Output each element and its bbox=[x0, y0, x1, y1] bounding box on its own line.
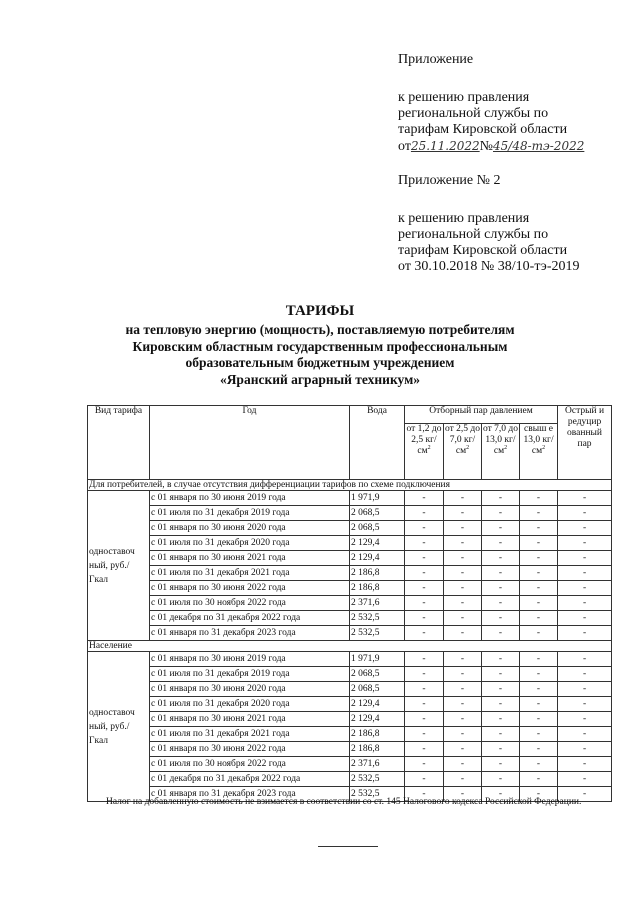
cell-p1: - bbox=[405, 581, 444, 596]
cell-sharp: - bbox=[558, 712, 612, 727]
cell-sharp: - bbox=[558, 742, 612, 757]
cell-p2: - bbox=[444, 551, 482, 566]
cell-water: 2 129,4 bbox=[350, 697, 405, 712]
cell-water: 2 129,4 bbox=[350, 551, 405, 566]
cell-p1: - bbox=[405, 727, 444, 742]
table-row bbox=[88, 742, 612, 757]
cell-period: с 01 января по 30 июня 2020 года bbox=[150, 682, 350, 697]
cell-water: 2 371,6 bbox=[350, 596, 405, 611]
decision-line: от 30.10.2018 № 38/10-тэ-2019 bbox=[398, 259, 580, 274]
table-row bbox=[88, 626, 612, 641]
cell-sharp: - bbox=[558, 521, 612, 536]
cell-p4: - bbox=[520, 772, 558, 787]
cell-p4: - bbox=[520, 566, 558, 581]
cell-p1: - bbox=[405, 536, 444, 551]
unit-sup: 2 bbox=[466, 444, 470, 451]
p3-label: от 7,0 до 13,0 кг/см bbox=[483, 424, 518, 456]
decision-line: тарифам Кировской области bbox=[398, 243, 568, 258]
col-header-steam: Отборный пар давлением bbox=[405, 406, 558, 424]
cell-period: с 01 декабря по 31 декабря 2022 года bbox=[150, 611, 350, 626]
cell-p4: - bbox=[520, 491, 558, 506]
cell-period: с 01 января по 30 июня 2022 года bbox=[150, 581, 350, 596]
cell-p3: - bbox=[482, 742, 520, 757]
cell-p3: - bbox=[482, 757, 520, 772]
table-row bbox=[88, 727, 612, 742]
p1-label: от 1,2 до 2,5 кг/см bbox=[406, 424, 442, 456]
cell-p3: - bbox=[482, 581, 520, 596]
cell-p2: - bbox=[444, 787, 482, 802]
cell-period: с 01 июля по 31 декабря 2021 года bbox=[150, 727, 350, 742]
end-rule bbox=[318, 846, 378, 847]
cell-period: с 01 января по 30 июня 2022 года bbox=[150, 742, 350, 757]
table-row bbox=[88, 712, 612, 727]
cell-p2: - bbox=[444, 757, 482, 772]
subtitle-line: образовательным бюджетным учреждением bbox=[185, 355, 455, 370]
cell-p3: - bbox=[482, 626, 520, 641]
cell-period: с 01 июля по 31 декабря 2019 года bbox=[150, 667, 350, 682]
col-header-p2 bbox=[444, 424, 482, 480]
cell-p1: - bbox=[405, 611, 444, 626]
decision-block-1 bbox=[398, 90, 584, 155]
table-row bbox=[88, 491, 612, 506]
cell-p4: - bbox=[520, 682, 558, 697]
cell-p3: - bbox=[482, 491, 520, 506]
document-subtitle bbox=[0, 322, 640, 388]
cell-p2: - bbox=[444, 667, 482, 682]
cell-sharp: - bbox=[558, 566, 612, 581]
col-header-p3 bbox=[482, 424, 520, 480]
cell-sharp: - bbox=[558, 697, 612, 712]
cell-water: 2 186,8 bbox=[350, 742, 405, 757]
col-header-water: Вода bbox=[350, 406, 405, 480]
cell-p2: - bbox=[444, 611, 482, 626]
cell-p3: - bbox=[482, 787, 520, 802]
cell-p2: - bbox=[444, 697, 482, 712]
cell-period: с 01 января по 30 июня 2020 года bbox=[150, 521, 350, 536]
cell-sharp: - bbox=[558, 757, 612, 772]
cell-water: 2 068,5 bbox=[350, 667, 405, 682]
cell-water: 2 129,4 bbox=[350, 536, 405, 551]
table-row bbox=[88, 697, 612, 712]
table-row bbox=[88, 682, 612, 697]
cell-period: с 01 января по 30 июня 2021 года bbox=[150, 551, 350, 566]
cell-p1: - bbox=[405, 772, 444, 787]
vat-note: Налог на добавленную стоимость не взимается в соответствии со ст. 145 Налогового кодекса Российской Федерации. bbox=[106, 797, 582, 807]
cell-p2: - bbox=[444, 682, 482, 697]
cell-p2: - bbox=[444, 581, 482, 596]
subtitle-line: «Яранский аграрный техникум» bbox=[219, 371, 421, 387]
cell-p1: - bbox=[405, 667, 444, 682]
cell-p2: - bbox=[444, 712, 482, 727]
cell-period: с 01 января по 31 декабря 2023 года bbox=[150, 787, 350, 802]
table-row bbox=[88, 521, 612, 536]
cell-sharp: - bbox=[558, 727, 612, 742]
cell-p1: - bbox=[405, 697, 444, 712]
tariff-type-cell: одноставоч ный, руб./Гкал bbox=[88, 491, 150, 641]
cell-p4: - bbox=[520, 506, 558, 521]
cell-water: 2 532,5 bbox=[350, 611, 405, 626]
cell-p4: - bbox=[520, 742, 558, 757]
decision-line: к решению правления bbox=[398, 211, 530, 226]
cell-p3: - bbox=[482, 521, 520, 536]
table-row bbox=[88, 581, 612, 596]
cell-water: 2 532,5 bbox=[350, 787, 405, 802]
cell-water: 2 532,5 bbox=[350, 626, 405, 641]
table-row bbox=[88, 566, 612, 581]
cell-p3: - bbox=[482, 506, 520, 521]
cell-water: 2 532,5 bbox=[350, 772, 405, 787]
col-header-p1 bbox=[405, 424, 444, 480]
cell-p1: - bbox=[405, 596, 444, 611]
cell-p4: - bbox=[520, 787, 558, 802]
cell-p3: - bbox=[482, 566, 520, 581]
cell-p4: - bbox=[520, 757, 558, 772]
cell-p1: - bbox=[405, 712, 444, 727]
cell-p4: - bbox=[520, 727, 558, 742]
subtitle-line: Кировским областным государственным профессиональным bbox=[132, 338, 508, 354]
cell-period: с 01 декабря по 31 декабря 2022 года bbox=[150, 772, 350, 787]
cell-water: 2 371,6 bbox=[350, 757, 405, 772]
cell-period: с 01 июля по 31 декабря 2020 года bbox=[150, 697, 350, 712]
appendix-header-2 bbox=[398, 173, 501, 189]
cell-period: с 01 июля по 31 декабря 2021 года bbox=[150, 566, 350, 581]
cell-p2: - bbox=[444, 652, 482, 667]
cell-p2: - bbox=[444, 742, 482, 757]
cell-p2: - bbox=[444, 566, 482, 581]
cell-p2: - bbox=[444, 536, 482, 551]
cell-p4: - bbox=[520, 611, 558, 626]
cell-p3: - bbox=[482, 682, 520, 697]
cell-p4: - bbox=[520, 521, 558, 536]
table-row bbox=[88, 551, 612, 566]
cell-p2: - bbox=[444, 596, 482, 611]
number-sign: № bbox=[479, 139, 494, 154]
cell-sharp: - bbox=[558, 682, 612, 697]
cell-p1: - bbox=[405, 757, 444, 772]
table-row bbox=[88, 611, 612, 626]
cell-p4: - bbox=[520, 626, 558, 641]
cell-p3: - bbox=[482, 772, 520, 787]
cell-sharp: - bbox=[558, 581, 612, 596]
handwritten-date: 25.11.2022 bbox=[410, 139, 480, 153]
cell-sharp: - bbox=[558, 536, 612, 551]
cell-water: 1 971,9 bbox=[350, 491, 405, 506]
cell-p4: - bbox=[520, 551, 558, 566]
cell-p1: - bbox=[405, 787, 444, 802]
cell-p1: - bbox=[405, 521, 444, 536]
cell-period: с 01 июля по 30 ноября 2022 года bbox=[150, 596, 350, 611]
table-row bbox=[88, 757, 612, 772]
cell-p2: - bbox=[444, 772, 482, 787]
date-prefix: от bbox=[398, 139, 411, 154]
cell-p3: - bbox=[482, 536, 520, 551]
cell-p2: - bbox=[444, 521, 482, 536]
cell-water: 2 186,8 bbox=[350, 727, 405, 742]
section-header-row bbox=[88, 641, 612, 652]
cell-p1: - bbox=[405, 626, 444, 641]
cell-p4: - bbox=[520, 697, 558, 712]
col-header-p4 bbox=[520, 424, 558, 480]
table-row bbox=[88, 652, 612, 667]
cell-water: 2 068,5 bbox=[350, 682, 405, 697]
cell-period: с 01 января по 30 июня 2021 года bbox=[150, 712, 350, 727]
cell-p3: - bbox=[482, 611, 520, 626]
cell-period: с 01 июля по 30 ноября 2022 года bbox=[150, 757, 350, 772]
cell-p2: - bbox=[444, 506, 482, 521]
cell-p1: - bbox=[405, 566, 444, 581]
decision-line: тарифам Кировской области bbox=[398, 122, 568, 137]
cell-p1: - bbox=[405, 491, 444, 506]
p2-label: от 2,5 до 7,0 кг/см bbox=[445, 424, 480, 456]
cell-p2: - bbox=[444, 491, 482, 506]
tariff-table bbox=[87, 405, 612, 802]
cell-sharp: - bbox=[558, 491, 612, 506]
cell-p1: - bbox=[405, 742, 444, 757]
cell-sharp: - bbox=[558, 551, 612, 566]
unit-sup: 2 bbox=[427, 444, 431, 451]
table-row bbox=[88, 536, 612, 551]
cell-p4: - bbox=[520, 652, 558, 667]
cell-period: с 01 января по 30 июня 2019 года bbox=[150, 491, 350, 506]
cell-p4: - bbox=[520, 581, 558, 596]
cell-water: 2 129,4 bbox=[350, 712, 405, 727]
p4-label: свыш е 13,0 кг/см bbox=[523, 424, 554, 456]
section-title: Население bbox=[88, 641, 612, 652]
table-row bbox=[88, 596, 612, 611]
cell-p1: - bbox=[405, 682, 444, 697]
cell-p3: - bbox=[482, 667, 520, 682]
subtitle-line: на тепловую энергию (мощность), поставляемую потребителям bbox=[125, 322, 515, 337]
cell-period: с 01 июля по 31 декабря 2020 года bbox=[150, 536, 350, 551]
tariff-type-cell: одноставоч ный, руб./Гкал bbox=[88, 652, 150, 802]
cell-water: 2 068,5 bbox=[350, 506, 405, 521]
handwritten-number: 45/48-тэ-2022 bbox=[493, 139, 585, 153]
cell-sharp: - bbox=[558, 506, 612, 521]
cell-sharp: - bbox=[558, 652, 612, 667]
table-row bbox=[88, 506, 612, 521]
cell-p3: - bbox=[482, 551, 520, 566]
appendix-label: Приложение bbox=[398, 52, 474, 67]
cell-p1: - bbox=[405, 506, 444, 521]
cell-sharp: - bbox=[558, 667, 612, 682]
cell-p4: - bbox=[520, 712, 558, 727]
cell-p3: - bbox=[482, 596, 520, 611]
unit-sup: 2 bbox=[504, 444, 508, 451]
cell-sharp: - bbox=[558, 596, 612, 611]
cell-period: с 01 января по 31 декабря 2023 года bbox=[150, 626, 350, 641]
cell-water: 1 971,9 bbox=[350, 652, 405, 667]
cell-water: 2 186,8 bbox=[350, 566, 405, 581]
appendix-label: Приложение № 2 bbox=[398, 173, 501, 188]
cell-sharp: - bbox=[558, 611, 612, 626]
decision-date-line bbox=[398, 138, 584, 155]
decision-line: к решению правления bbox=[398, 90, 530, 105]
cell-p2: - bbox=[444, 727, 482, 742]
section-title: Для потребителей, в случае отсутствия дифференциации тарифов по схеме подключения bbox=[88, 480, 612, 491]
col-header-sharp-steam: Острый и редуцир ованный пар bbox=[558, 406, 612, 480]
cell-sharp: - bbox=[558, 787, 612, 802]
cell-p4: - bbox=[520, 536, 558, 551]
cell-period: с 01 января по 30 июня 2019 года bbox=[150, 652, 350, 667]
cell-sharp: - bbox=[558, 626, 612, 641]
unit-sup: 2 bbox=[542, 444, 546, 451]
cell-p3: - bbox=[482, 712, 520, 727]
decision-line: региональной службы по bbox=[398, 106, 549, 121]
cell-water: 2 068,5 bbox=[350, 521, 405, 536]
col-header-year: Год bbox=[150, 406, 350, 480]
cell-sharp: - bbox=[558, 772, 612, 787]
table-row bbox=[88, 772, 612, 787]
table-row bbox=[88, 667, 612, 682]
cell-period: с 01 июля по 31 декабря 2019 года bbox=[150, 506, 350, 521]
cell-p3: - bbox=[482, 727, 520, 742]
cell-p2: - bbox=[444, 626, 482, 641]
document-title: ТАРИФЫ bbox=[285, 303, 355, 319]
cell-p4: - bbox=[520, 596, 558, 611]
appendix-header-1 bbox=[398, 52, 473, 68]
cell-water: 2 186,8 bbox=[350, 581, 405, 596]
section-header-row bbox=[88, 480, 612, 491]
cell-p1: - bbox=[405, 551, 444, 566]
cell-p4: - bbox=[520, 667, 558, 682]
decision-line: региональной службы по bbox=[398, 227, 549, 242]
col-header-type: Вид тарифа bbox=[88, 406, 150, 480]
cell-p3: - bbox=[482, 652, 520, 667]
cell-p1: - bbox=[405, 652, 444, 667]
cell-p3: - bbox=[482, 697, 520, 712]
decision-block-2 bbox=[398, 211, 579, 275]
